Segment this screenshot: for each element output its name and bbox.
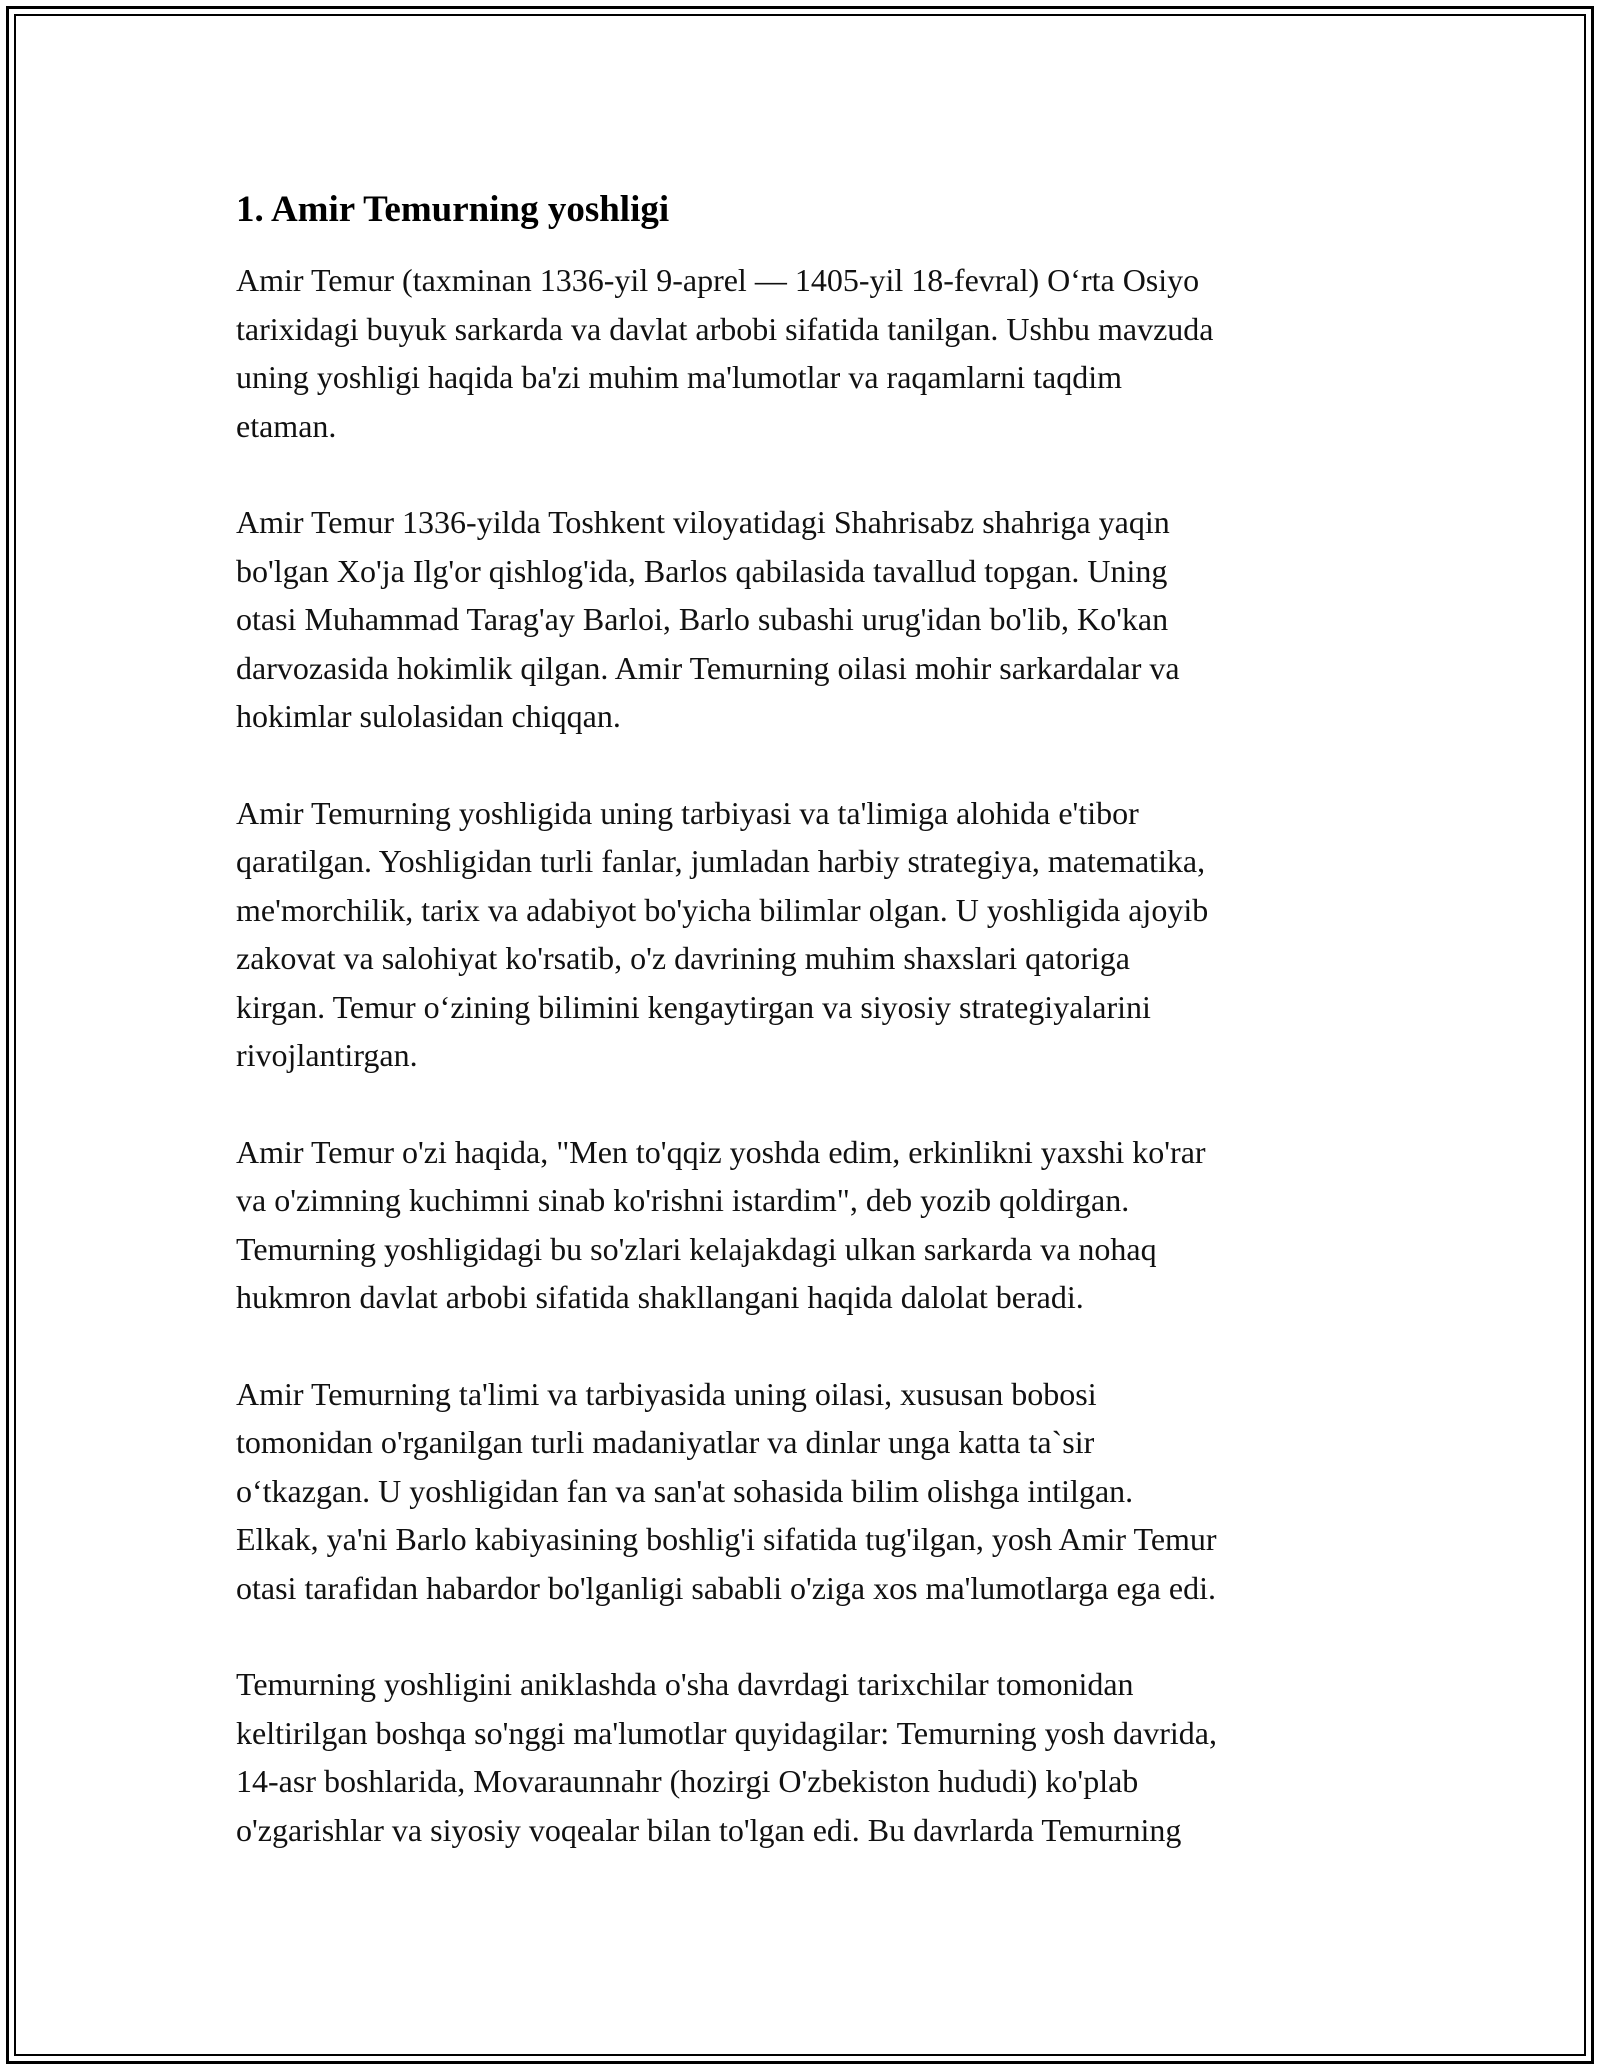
text-line: kirgan. Temur o‘zining bilimini kengaytirgan va siyosiy strategiyalarini: [236, 988, 1151, 1025]
text-line: bo'lgan Xo'ja Ilg'or qishlog'ida, Barlos qabilasida tavallud topgan. Uning: [236, 552, 1168, 589]
text-line: hokimlar sulolasidan chiqqan.: [236, 698, 621, 734]
paragraph-5: [236, 1370, 1396, 1613]
text-line: Temurning yoshligidagi bu so'zlari kelajakdagi ulkan sarkarda va nohaq: [236, 1230, 1157, 1267]
paragraph-2: [236, 498, 1396, 741]
text-line: Amir Temur (taxminan 1336-yil 9-aprel — 1405-yil 18-fevral) O‘rta Osiyo: [236, 262, 1200, 298]
text-line: Amir Temur 1336-yilda Toshkent viloyatidagi Shahrisabz shahriga yaqin: [236, 504, 1170, 540]
text-line: Amir Temurning yoshligida uning tarbiyasi va ta'limiga alohida e'tibor: [236, 794, 1139, 831]
text-line: hukmron davlat arbobi sifatida shakllangani haqida dalolat beradi.: [236, 1279, 1084, 1315]
text-line: rivojlantirgan.: [236, 1037, 418, 1073]
text-line: tomonidan o'rganilgan turli madaniyatlar va dinlar unga katta ta`sir: [236, 1424, 1095, 1460]
text-line: Temurning yoshligini aniklashda o'sha davrdagi tarixchilar tomonidan: [236, 1666, 1134, 1702]
text-line: keltirilgan boshqa so'nggi ma'lumotlar quyidagilar: Temurning yosh davrida,: [236, 1714, 1217, 1751]
section-heading: 1. Amir Temurning yoshligi: [236, 189, 670, 230]
text-line: Elkak, ya'ni Barlo kabiyasining boshlig'i sifatida tug'ilgan, yosh Amir Temur: [236, 1521, 1217, 1557]
text-line: uning yoshligi haqida ba'zi muhim ma'lumotlar va raqamlarni taqdim: [236, 359, 1122, 395]
text-line: o‘tkazgan. U yoshligidan fan va san'at sohasida bilim olishga intilgan.: [236, 1472, 1134, 1509]
document-body: [236, 186, 1396, 1902]
text-line: Amir Temurning ta'limi va tarbiyasida uning oilasi, xususan bobosi: [236, 1375, 1097, 1412]
text-line: otasi tarafidan habardor bo'lganligi sababli o'ziga xos ma'lumotlarga ega edi.: [236, 1569, 1216, 1606]
text-line: o'zgarishlar va siyosiy voqealar bilan to'lgan edi. Bu davrlarda Temurning: [236, 1811, 1182, 1848]
paragraph-1: [236, 256, 1396, 450]
text-line: tarixidagi buyuk sarkarda va davlat arbobi sifatida tanilgan. Ushbu mavzuda: [236, 310, 1214, 347]
text-line: me'morchilik, tarix va adabiyot bo'yicha bilimlar olgan. U yoshligida ajoyib: [236, 891, 1209, 928]
text-line: etaman.: [236, 407, 337, 444]
text-line: 14-asr boshlarida, Movaraunnahr (hozirgi O'zbekiston hududi) ko'plab: [236, 1763, 1139, 1799]
text-line: qaratilgan. Yoshligidan turli fanlar, jumladan harbiy strategiya, matematika,: [236, 843, 1206, 879]
text-line: darvozasida hokimlik qilgan. Amir Temurning oilasi mohir sarkardalar va: [236, 649, 1180, 686]
paragraph-3: [236, 789, 1396, 1080]
text-line: Amir Temur o'zi haqida, "Men to'qqiz yoshda edim, erkinlikni yaxshi ko'rar: [236, 1133, 1206, 1170]
paragraph-4: [236, 1128, 1396, 1322]
text-line: zakovat va salohiyat ko'rsatib, o'z davrining muhim shaxslari qatoriga: [236, 940, 1130, 976]
text-line: otasi Muhammad Tarag'ay Barloi, Barlo subashi urug'idan bo'lib, Ko'kan: [236, 601, 1169, 637]
text-line: va o'zimning kuchimni sinab ko'rishni istardim", deb yozib qoldirgan.: [236, 1182, 1130, 1218]
paragraph-6: [236, 1660, 1396, 1854]
